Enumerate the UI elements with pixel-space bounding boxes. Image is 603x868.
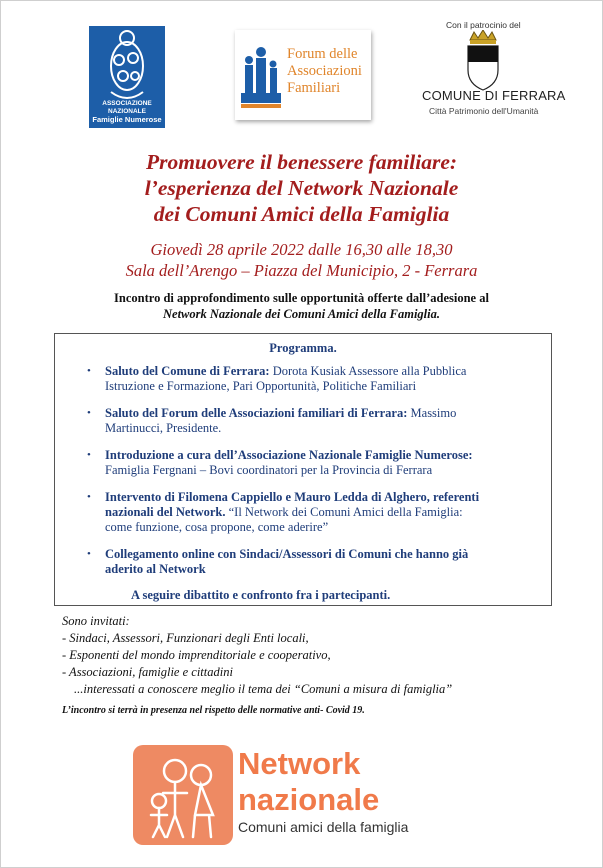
programme-item-bold: Saluto del Comune di Ferrara: xyxy=(105,364,270,378)
programme-item-text: Famiglia Fergnani – Bovi coordinatori per la Provincia di Ferrara xyxy=(105,463,433,477)
bullet-icon: • xyxy=(87,548,91,560)
forum-logo-line2: Associazioni xyxy=(287,63,362,79)
invitee-line: - Associazioni, famiglie e cittadini xyxy=(62,665,233,679)
bullet-icon: • xyxy=(87,407,91,419)
event-title-line2: l’esperienza del Network Nazionale xyxy=(144,176,459,200)
ferrara-logo xyxy=(412,20,566,120)
programme-item-bold: Introduzione a cura dell’Associazione Nazionale Famiglie Numerose: xyxy=(105,448,473,462)
bullet-icon: • xyxy=(87,491,91,503)
forum-logo xyxy=(235,30,371,120)
patrocinio-label: Con il patrocinio del xyxy=(446,20,521,30)
programme-title: Programma. xyxy=(269,341,337,355)
comune-label: COMUNE DI FERRARA xyxy=(422,88,566,103)
forum-figures-icon xyxy=(235,30,287,120)
programme-item-bold: nazionali del Network. xyxy=(105,505,226,519)
programme-item xyxy=(87,364,545,394)
programme-item xyxy=(87,448,545,478)
event-title-line3: dei Comuni Amici della Famiglia xyxy=(153,202,450,226)
family-drawing-icon xyxy=(133,745,233,845)
intro-line2: Network Nazionale dei Comuni Amici della Famiglia. xyxy=(163,307,440,321)
programme-item-text: “Il Network dei Comuni Amici della Famiglia: xyxy=(225,505,463,519)
programme-box xyxy=(54,333,552,606)
programme-follow: A seguire dibattito e confronto fra i partecipanti. xyxy=(131,588,391,602)
intro-line1: Incontro di approfondimento sulle opportunità offerte dall’adesione al xyxy=(114,291,489,305)
programme-item-bold: aderito al Network xyxy=(105,562,206,576)
anfn-logo-line1: ASSOCIAZIONE NAZIONALE xyxy=(102,100,152,115)
invitee-line: - Esponenti del mondo imprenditoriale e cooperativo, xyxy=(62,648,331,662)
network-logo-subtitle: Comuni amici della famiglia xyxy=(238,819,409,835)
programme-item-bold: Saluto del Forum delle Associazioni familiari di Ferrara: xyxy=(105,406,408,420)
network-logo-line2: nazionale xyxy=(238,782,380,817)
forum-logo-line3: Familiari xyxy=(287,80,341,96)
family-figures-icon xyxy=(89,26,165,106)
programme-item-bold: Intervento di Filomena Cappiello e Mauro Ledda di Alghero, referenti xyxy=(105,490,480,504)
forum-logo-line1: Forum delle xyxy=(287,46,358,62)
event-title-line1: Promuovere il benessere familiare: xyxy=(145,150,458,174)
event-date: Giovedì 28 aprile 2022 dalle 16,30 alle 18,30 xyxy=(150,240,453,259)
programme-item xyxy=(87,490,545,535)
programme-item-text: Massimo xyxy=(407,406,457,420)
anfn-logo xyxy=(89,26,165,128)
programme-item-text: Istruzione e Formazione, Pari Opportunità, Politiche Familiari xyxy=(105,379,417,393)
covid-note: L’incontro si terrà in presenza nel rispetto delle normative anti- Covid 19. xyxy=(62,705,365,716)
programme-item xyxy=(87,547,545,577)
programme-item-bold: Collegamento online con Sindaci/Assessori di Comuni che hanno già xyxy=(105,547,469,561)
unesco-label: Città Patrimonio dell'Umanità xyxy=(429,106,539,116)
programme-item-text: Dorota Kusiak Assessore alla Pubblica xyxy=(269,364,467,378)
programme-item-text: Martinucci, Presidente. xyxy=(105,421,222,435)
event-venue: Sala dell’Arengo – Piazza del Municipio, 2 - Ferrara xyxy=(125,261,478,280)
network-logo-line1: Network xyxy=(238,746,361,781)
anfn-logo-line2: Famiglie Numerose xyxy=(92,115,162,124)
invitees-heading: Sono invitati: xyxy=(62,614,130,628)
invitee-line: ...interessati a conoscere meglio il tema dei “Comuni a misura di famiglia” xyxy=(74,682,453,696)
programme-item xyxy=(87,406,545,436)
network-logo-badge xyxy=(133,745,233,845)
bullet-icon: • xyxy=(87,449,91,461)
programme-item-text: come funzione, cosa propone, come aderire” xyxy=(105,520,329,534)
bullet-icon: • xyxy=(87,365,91,377)
invitee-line: - Sindaci, Assessori, Funzionari degli Enti locali, xyxy=(62,631,309,645)
